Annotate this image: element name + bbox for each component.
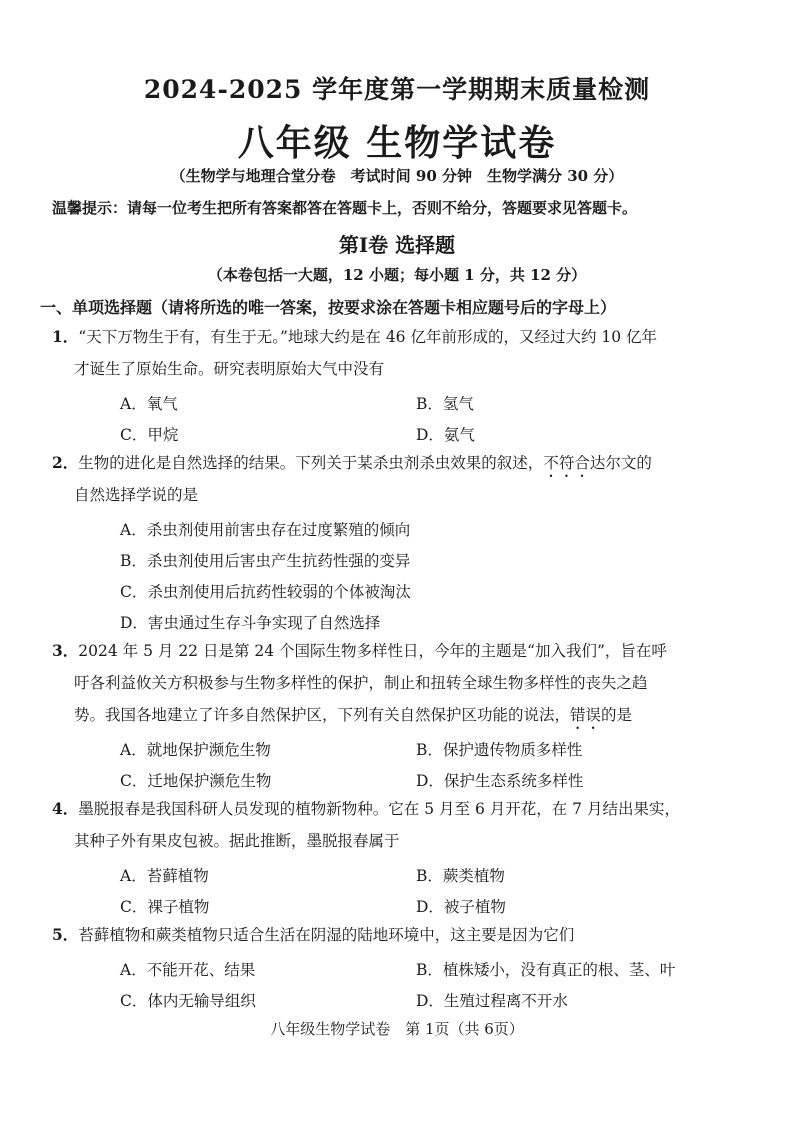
section-note: （本卷包括一大题，12 小题；每小题 1 分，共 12 分） xyxy=(207,266,587,284)
question-1-option-b: B．氢气 xyxy=(416,395,474,413)
question-5-option-a: A．不能开花、结果 xyxy=(120,961,256,979)
question-1-option-c: C．甲烷 xyxy=(120,426,179,444)
question-4-option-d: D．被子植物 xyxy=(416,898,506,916)
question-3-option-c: C．迁地保护濒危生物 xyxy=(120,772,272,790)
question-2-line-2: 自然选择学说的是 xyxy=(74,486,199,504)
question-5-option-c: C．体内无输导组织 xyxy=(120,992,256,1010)
question-2-option-b: B．杀虫剂使用后害虫产生抗药性强的变异 xyxy=(120,552,411,570)
question-text: 苔藓植物和蕨类植物只适合生活在阴湿的陆地环境中，这主要是因为它们 xyxy=(78,926,575,944)
exam-subject-title: 八年级 生物学试卷 xyxy=(237,122,557,164)
question-1-line-2: 才诞生了原始生命。研究表明原始大气中没有 xyxy=(74,360,385,378)
question-text: 势。我国各地建立了许多自然保护区，下列有关自然保护区功能的说法， xyxy=(74,706,571,724)
question-number: 3． xyxy=(52,641,79,660)
question-text: 的是 xyxy=(601,706,633,724)
question-4-line-1 xyxy=(52,800,680,819)
question-3-option-b: B．保护遗传物质多样性 xyxy=(416,741,583,759)
question-number: 1． xyxy=(52,327,79,346)
question-number: 2． xyxy=(52,453,79,472)
question-3-line-3 xyxy=(74,706,632,733)
question-text: 生物的进化是自然选择的结果。下列关于某杀虫剂杀虫效果的叙述， xyxy=(78,454,544,472)
question-5-option-d: D．生殖过程离不开水 xyxy=(416,992,568,1010)
question-5-line-1 xyxy=(52,926,574,945)
question-text: “天下万物生于有，有生于无。”地球大约是在 46 亿年前形成的，又经过大约 10 亿年 xyxy=(78,328,658,346)
question-4-option-a: A．苔藓植物 xyxy=(120,867,209,885)
question-3-line-2: 吁各利益攸关方积极参与生物多样性的保护，制止和扭转全球生物多样性的丧失之趋 xyxy=(74,674,648,692)
page-footer: 八年级生物学试卷 第 1页（共 6页） xyxy=(270,1020,524,1038)
question-1-line-1 xyxy=(52,328,657,347)
question-number: 4． xyxy=(52,799,79,818)
exam-title: 2024-2025 学年度第一学期期末质量检测 xyxy=(143,75,651,104)
question-text: 2024 年 5 月 22 日是第 24 个国际生物多样性日，今年的主题是“加入我们”，旨在呼 xyxy=(78,642,667,660)
question-text: 达尔文的 xyxy=(589,454,652,472)
question-3-line-1 xyxy=(52,642,667,661)
question-2-line-1 xyxy=(52,454,652,481)
section-title: 第Ⅰ卷 选择题 xyxy=(338,233,456,257)
emphasized-text: 错误 xyxy=(570,706,602,724)
exam-tip: 温馨提示：请每一位考生把所有答案都答在答题卡上，否则不给分，答题要求见答题卡。 xyxy=(52,199,638,217)
question-2-option-d: D．害虫通过生存斗争实现了自然选择 xyxy=(120,614,381,632)
question-3-option-a: A．就地保护濒危生物 xyxy=(120,741,271,759)
question-2-option-a: A．杀虫剂使用前害虫存在过度繁殖的倾向 xyxy=(120,521,411,539)
question-1-option-d: D．氨气 xyxy=(416,426,475,444)
part-heading: 一、单项选择题（请将所选的唯一答案，按要求涂在答题卡相应题号后的字母上） xyxy=(40,298,617,317)
question-1-option-a: A．氧气 xyxy=(120,395,178,413)
question-3-option-d: D．保护生态系统多样性 xyxy=(416,772,584,790)
question-text: 墨脱报春是我国科研人员发现的植物新物种。它在 5 月至 6 月开花，在 7 月结出果实， xyxy=(78,800,680,818)
question-4-line-2: 其种子外有果皮包被。据此推断，墨脱报春属于 xyxy=(74,832,400,850)
question-4-option-c: C．裸子植物 xyxy=(120,898,210,916)
question-5-option-b: B．植株矮小，没有真正的根、茎、叶 xyxy=(416,961,676,979)
question-4-option-b: B．蕨类植物 xyxy=(416,867,505,885)
question-2-option-c: C．杀虫剂使用后抗药性较弱的个体被淘汰 xyxy=(120,583,411,601)
question-number: 5． xyxy=(52,925,79,944)
exam-info: （生物学与地理合堂分卷 考试时间 90 分钟 生物学满分 30 分） xyxy=(170,167,624,185)
emphasized-text: 不符合 xyxy=(543,454,590,472)
